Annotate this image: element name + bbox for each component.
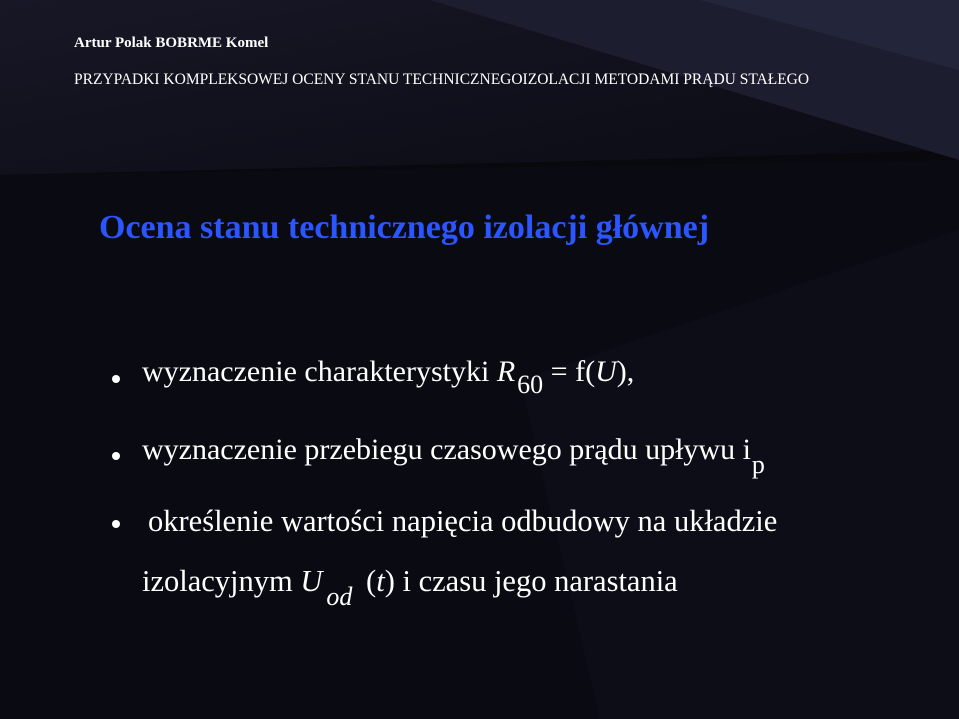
header-topic: PRZYPADKI KOMPLEKSOWEJ OCENY STANU TECHNICZNEGOIZOLACJI METODAMI PRĄDU STAŁEGO bbox=[74, 71, 810, 88]
symbol-r: R bbox=[496, 355, 516, 388]
paren-open: ( bbox=[358, 564, 377, 598]
equation-part: = f( bbox=[543, 355, 596, 388]
symbol-u: U bbox=[300, 564, 323, 598]
bullet-dot-icon bbox=[112, 520, 120, 528]
subscript-od: od bbox=[326, 582, 353, 611]
bullet-text: wyznaczenie przebiegu czasowego prądu upływu i bbox=[142, 433, 751, 466]
paren-close: ) bbox=[384, 564, 395, 598]
bullet-suffix: i czasu jego narastania bbox=[394, 564, 678, 598]
bullet-text: izolacyjnym bbox=[142, 564, 301, 598]
subscript-p: p bbox=[751, 450, 765, 479]
variable-t: t bbox=[376, 564, 385, 598]
header-author: Artur Polak BOBRME Komel bbox=[74, 35, 269, 51]
bullet-item-r60 bbox=[142, 355, 635, 399]
subscript-60: 60 bbox=[517, 370, 544, 399]
bullet-item-recovery-voltage bbox=[148, 504, 777, 539]
equation-close: ), bbox=[616, 355, 635, 388]
bullet-text: wyznaczenie charakterystyki bbox=[142, 355, 497, 388]
slide-title: Ocena stanu technicznego izolacji głównej bbox=[99, 209, 710, 246]
bullet-item-recovery-voltage-continuation bbox=[142, 564, 678, 611]
bullet-text: określenie wartości napięcia odbudowy na układzie bbox=[148, 504, 778, 538]
bullet-item-leakage-current bbox=[142, 433, 765, 479]
variable-u: U bbox=[595, 355, 617, 388]
bullet-dot-icon bbox=[112, 452, 120, 460]
bullet-dot-icon bbox=[112, 375, 120, 383]
